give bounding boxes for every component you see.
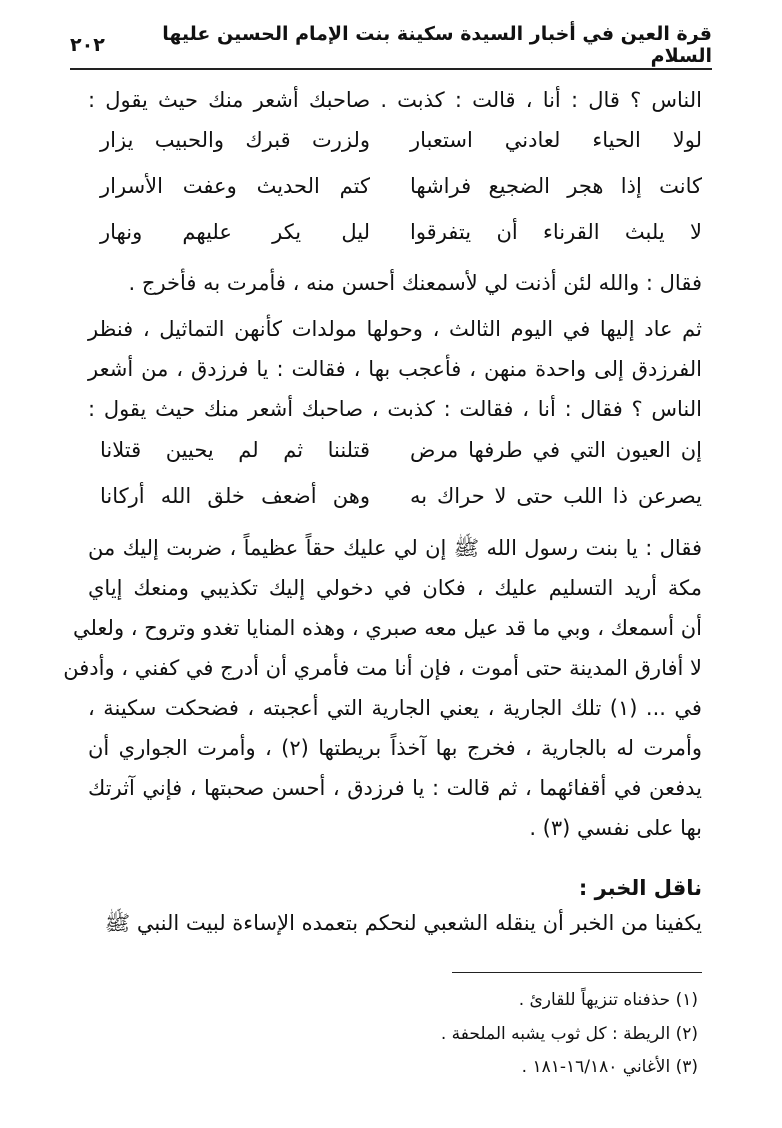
body-line: الناس ؟ فقال : أنا ، فقالت : كذبت ، صاحبك أشعر منك حيث يقول : (88, 397, 702, 421)
poem-verse (88, 170, 702, 202)
page-header (70, 23, 712, 67)
verse-first-hemistich: يصرعن ذا اللب حتى لا حراك به (410, 484, 702, 508)
verse-second-hemistich: ليل يكر عليهم ونهار (100, 220, 370, 244)
footnote-divider (452, 972, 702, 973)
verse-second-hemistich: وهن أضعف خلق الله أركانا (100, 484, 370, 508)
running-title: قرة العين في أخبار السيدة سكينة بنت الإمام الحسين عليها السلام (162, 23, 712, 67)
body-line: وأمرت له بالجارية ، فخرج بها آخذاً بريطتها (٢) ، وأمرت الجواري أن (88, 736, 703, 760)
verse-second-hemistich: كتم الحديث وعفت الأسرار (100, 174, 370, 198)
verse-second-hemistich: قتلننا ثم لم يحيين قتلانا (100, 438, 370, 462)
body-line: لا أفارق المدينة حتى أموت ، فإن أنا مت فأمري أن أدرج في كفني ، وأدفن (63, 656, 702, 680)
footnote: (١) حذفناه تنزيهاً للقارئ . (518, 990, 698, 1010)
body-line: فقال : والله لئن أذنت لي لأسمعنك أحسن منه ، فأمرت به فأخرج . (128, 271, 702, 295)
body-line: بها على نفسي (٣) . (529, 816, 702, 840)
verse-first-hemistich: إن العيون التي في طرفها مرض (410, 438, 702, 462)
verse-first-hemistich: لا يلبث القرناء أن يتفرقوا (410, 220, 702, 244)
body-line: في ... (١) تلك الجارية ، يعني الجارية التي أعجبته ، فضحكت سكينة ، (88, 696, 702, 720)
body-line: يدفعن في أقفائهما ، ثم قالت : يا فرزدق ، أحسن صحبتها ، فإني آثرتك (88, 776, 702, 800)
body-line: أن أسمعك ، وبي ما قد عيل معه صبري ، وهذه المنايا تغدو وتروح ، ولعلي (72, 616, 702, 640)
poem-verse (88, 480, 702, 512)
verse-first-hemistich: لولا الحياء لعادني استعبار (410, 128, 702, 152)
header-divider (70, 68, 712, 70)
body-line: فقال : يا بنت رسول الله ﷺ إن لي عليك حقاً عظيماً ، ضربت إليك من (88, 536, 702, 560)
body-line: مكة أريد التسليم عليك ، فكان في دخولي إليك تكذيبي ومنعك إياي (88, 576, 702, 600)
body-line: الفرزدق إلى واحدة منهن ، فأعجب بها ، فقالت : يا فرزدق ، من أشعر (88, 357, 702, 381)
footnote: (٣) الأغاني ١٦/١٨٠-١٨١ . (521, 1057, 698, 1077)
poem-verse (88, 216, 702, 248)
poem-verse (88, 434, 702, 466)
body-line: ثم عاد إليها في اليوم الثالث ، وحولها مولدات كأنهن التماثيل ، فنظر (88, 317, 702, 341)
verse-second-hemistich: ولزرت قبرك والحبيب يزار (100, 128, 370, 152)
verse-first-hemistich: كانت إذا هجر الضجيع فراشها (410, 174, 702, 198)
section-text: يكفينا من الخبر أن ينقله الشعبي لنحكم بتعمده الإساءة لبيت النبي ﷺ (104, 911, 702, 935)
footnote: (٢) الريطة : كل ثوب يشبه الملحفة . (440, 1024, 698, 1044)
page-number: ٢٠٢ (70, 34, 105, 56)
poem-verse (88, 124, 702, 156)
section-heading: ناقل الخبر : (578, 876, 702, 900)
body-line: الناس ؟ قال : أنا ، قالت : كذبت . صاحبك أشعر منك حيث يقول : (88, 88, 702, 112)
